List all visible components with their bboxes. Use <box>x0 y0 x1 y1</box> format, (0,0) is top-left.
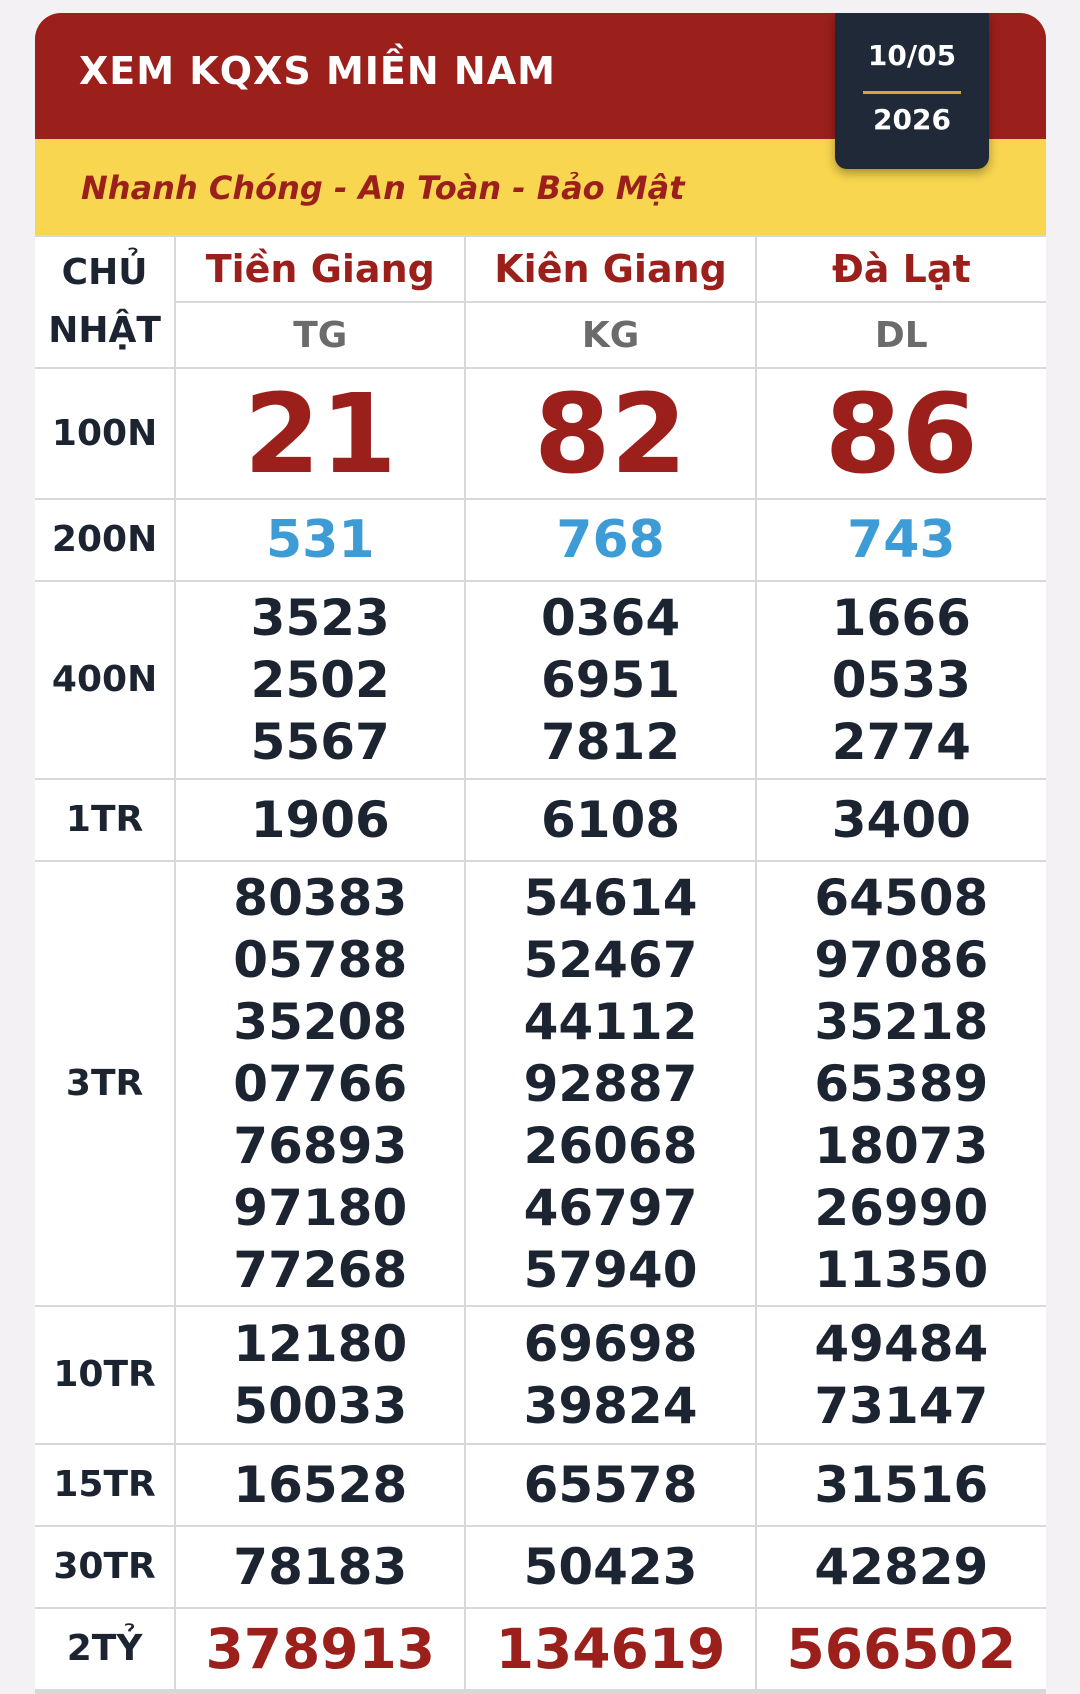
province-code: TG <box>293 314 348 356</box>
prize-number: 2774 <box>831 713 971 771</box>
prize-label: 1TR <box>65 799 144 841</box>
prize-label-cell <box>35 861 175 1306</box>
prize-number: 3400 <box>831 791 971 849</box>
prize-number: 73147 <box>814 1377 989 1435</box>
prize-value-cell <box>175 1444 465 1526</box>
prize-value-cell <box>175 1526 465 1608</box>
date-year: 2026 <box>873 103 951 136</box>
prize-number: 531 <box>265 510 375 570</box>
prize-number: 97086 <box>814 930 989 989</box>
prize-value-cell <box>465 1608 755 1690</box>
prize-label-cell <box>35 581 175 779</box>
prize-number: 31516 <box>814 1456 989 1514</box>
prize-number: 0364 <box>540 589 681 647</box>
prize-number: 05788 <box>233 930 408 989</box>
day-label-line2: NHẬT <box>48 310 161 351</box>
prize-label-cell <box>35 779 175 861</box>
prize-label-cell <box>35 1444 175 1526</box>
prize-number: 6108 <box>540 791 681 849</box>
prize-value-cell <box>756 581 1046 779</box>
prize-label: 200N <box>51 519 158 561</box>
prize-number: 07766 <box>233 1054 408 1113</box>
province-name: Kiên Giang <box>494 247 727 291</box>
prize-number: 44112 <box>523 992 698 1051</box>
province-name: Tiền Giang <box>205 247 435 291</box>
prize-number: 26990 <box>814 1178 989 1237</box>
prize-number: 6951 <box>540 651 681 709</box>
prize-number: 5567 <box>250 713 390 771</box>
prize-value-cell <box>756 1306 1046 1444</box>
prize-value-cell <box>465 581 755 779</box>
prize-number: 35208 <box>233 992 408 1051</box>
prize-number: 26068 <box>523 1116 698 1175</box>
prize-rows <box>35 368 1046 1690</box>
province-code: KG <box>581 314 640 356</box>
prize-number: 134619 <box>495 1617 726 1681</box>
prize-number: 92887 <box>523 1054 698 1113</box>
prize-value-cell <box>465 499 755 581</box>
page-title: XEM KQXS MIỀN NAM <box>79 49 556 93</box>
prize-value-cell <box>175 581 465 779</box>
prize-row <box>35 368 1046 499</box>
prize-value-cell <box>756 368 1046 499</box>
prize-number: 18073 <box>814 1116 989 1175</box>
prize-value-cell <box>465 1444 755 1526</box>
prize-row <box>35 1608 1046 1690</box>
prize-number: 566502 <box>786 1617 1017 1681</box>
prize-number: 97180 <box>233 1178 408 1237</box>
prize-number: 21 <box>243 369 397 498</box>
prize-number: 78183 <box>233 1538 408 1596</box>
prize-number: 80383 <box>233 868 408 927</box>
prize-number: 39824 <box>523 1377 698 1435</box>
prize-label: 2TỶ <box>66 1628 143 1670</box>
slogan-text: Nhanh Chóng - An Toàn - Bảo Mật <box>81 169 685 207</box>
prize-label: 10TR <box>53 1354 156 1396</box>
prize-value-cell <box>465 861 755 1306</box>
prize-number: 65578 <box>523 1456 698 1514</box>
lottery-results-card <box>35 13 1046 1694</box>
province-name: Đà Lạt <box>831 247 971 291</box>
prize-number: 65389 <box>814 1054 989 1113</box>
prize-label-cell <box>35 1526 175 1608</box>
prize-number: 54614 <box>523 868 698 927</box>
prize-number: 50033 <box>233 1377 408 1435</box>
prize-number: 3523 <box>250 589 390 647</box>
prize-number: 0533 <box>831 651 971 709</box>
prize-value-cell <box>175 368 465 499</box>
prize-value-cell <box>756 499 1046 581</box>
prize-number: 52467 <box>523 930 698 989</box>
prize-value-cell <box>175 499 465 581</box>
province-name-cell <box>756 236 1046 302</box>
prize-number: 35218 <box>814 992 989 1051</box>
results-table <box>35 235 1046 1691</box>
prize-number: 49484 <box>814 1315 989 1373</box>
prize-row <box>35 861 1046 1306</box>
prize-label-cell <box>35 1608 175 1690</box>
prize-value-cell <box>756 1608 1046 1690</box>
prize-number: 42829 <box>814 1538 989 1596</box>
prize-number: 12180 <box>233 1315 408 1373</box>
province-name-cell <box>175 236 465 302</box>
prize-value-cell <box>465 1526 755 1608</box>
province-code: DL <box>874 314 928 356</box>
prize-value-cell <box>756 1526 1046 1608</box>
prize-number: 69698 <box>523 1315 698 1373</box>
province-code-cell <box>175 302 465 368</box>
prize-value-cell <box>175 1608 465 1690</box>
province-code-cell <box>756 302 1046 368</box>
prize-value-cell <box>465 1306 755 1444</box>
date-badge <box>835 13 989 169</box>
province-name-row <box>35 236 1046 302</box>
prize-label: 3TR <box>65 1062 144 1104</box>
prize-row <box>35 1526 1046 1608</box>
prize-value-cell <box>756 861 1046 1306</box>
prize-row <box>35 1306 1046 1444</box>
prize-row <box>35 581 1046 779</box>
day-label-cell <box>35 236 175 368</box>
prize-value-cell <box>175 861 465 1306</box>
prize-label-cell <box>35 499 175 581</box>
prize-value-cell <box>175 779 465 861</box>
date-divider <box>863 91 961 94</box>
day-label-line1: CHỦ <box>61 252 148 293</box>
prize-number: 76893 <box>233 1116 408 1175</box>
prize-value-cell <box>175 1306 465 1444</box>
prize-label: 400N <box>51 659 158 701</box>
prize-label-cell <box>35 368 175 499</box>
prize-number: 743 <box>847 510 956 570</box>
province-name-cell <box>465 236 755 302</box>
prize-number: 46797 <box>523 1178 698 1237</box>
province-code-row <box>35 302 1046 368</box>
prize-number: 1666 <box>831 589 971 647</box>
prize-number: 86 <box>824 369 978 498</box>
prize-label: 100N <box>51 412 158 454</box>
prize-number: 1906 <box>250 791 390 849</box>
prize-label: 15TR <box>53 1464 156 1506</box>
prize-label-cell <box>35 1306 175 1444</box>
prize-row <box>35 1444 1046 1526</box>
prize-number: 50423 <box>523 1538 698 1596</box>
prize-value-cell <box>756 779 1046 861</box>
province-code-cell <box>465 302 755 368</box>
prize-number: 2502 <box>250 651 390 709</box>
prize-number: 7812 <box>540 713 681 771</box>
prize-number: 57940 <box>523 1240 698 1299</box>
prize-number: 11350 <box>814 1240 989 1299</box>
date-day: 10/05 <box>867 39 957 72</box>
prize-number: 16528 <box>233 1456 408 1514</box>
prize-value-cell <box>756 1444 1046 1526</box>
prize-value-cell <box>465 368 755 499</box>
prize-number: 768 <box>556 510 665 570</box>
prize-number: 77268 <box>233 1240 408 1299</box>
prize-row <box>35 779 1046 861</box>
prize-number: 82 <box>534 369 688 498</box>
prize-label: 30TR <box>53 1546 156 1588</box>
prize-number: 64508 <box>814 868 989 927</box>
prize-number: 378913 <box>205 1617 436 1681</box>
prize-value-cell <box>465 779 755 861</box>
prize-row <box>35 499 1046 581</box>
